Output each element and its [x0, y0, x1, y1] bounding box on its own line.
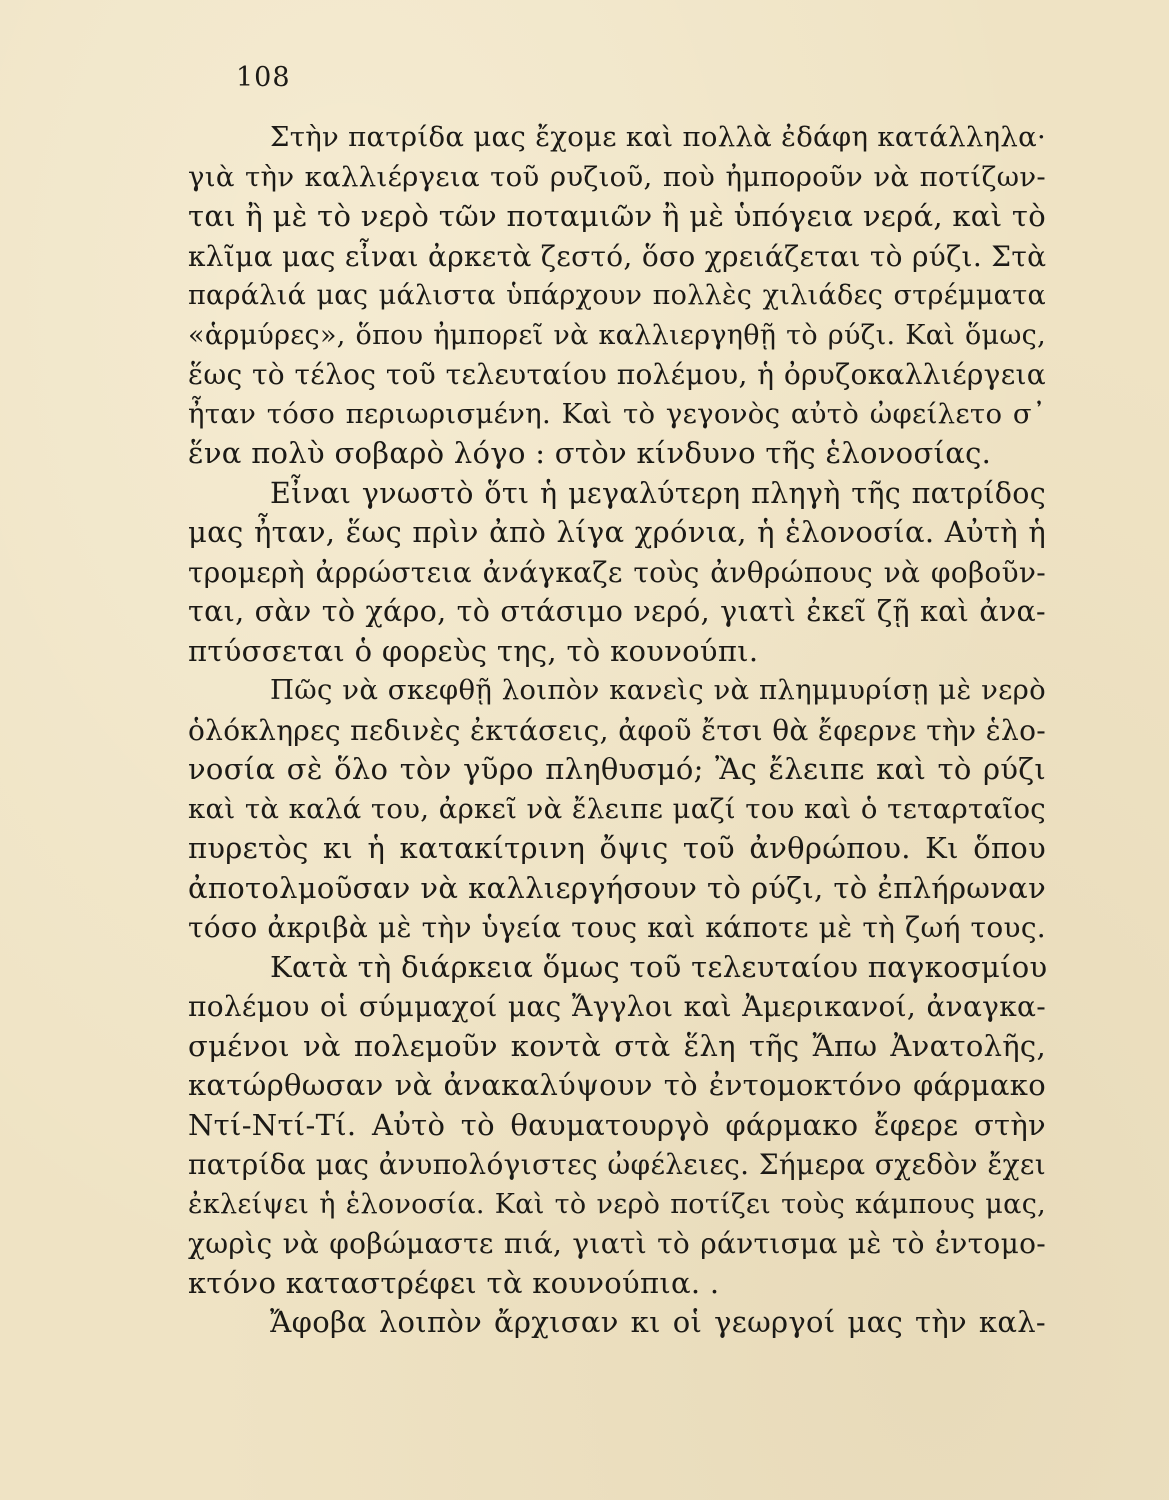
text-line: ται, σὰν τὸ χάρο, τὸ στάσιμο νερό, γιατὶ ἐκεῖ ζῇ καὶ ἀνα-: [188, 595, 1046, 628]
text-line: ὁλόκληρες πεδινὲς ἐκτάσεις, ἀφοῦ ἔτσι θὰ ἔφερνε τὴν ἑλο-: [188, 713, 1046, 747]
text-line: τρομερὴ ἀρρώστεια ἀνάγκαζε τοὺς ἀνθρώπους νὰ φοβοῦν-: [188, 555, 1046, 589]
text-line: ἕνα πολὺ σοβαρὸ λόγο : στὸν κίνδυνο τῆς ἑλονοσίας.: [188, 436, 992, 470]
text-line: πυρετὸς κι ἡ κατακίτρινη ὄψις τοῦ ἀνθρώπου. Κι ὅπου: [188, 831, 1046, 865]
text-line: μας ἦταν, ἕως πρὶν ἀπὸ λίγα χρόνια, ἡ ἑλονοσία. Αὐτὴ ἡ: [188, 515, 1046, 549]
text-line: Πῶς νὰ σκεφθῇ λοιπὸν κανεὶς νὰ πλημμυρίσῃ μὲ νερὸ: [270, 674, 1046, 706]
text-line: κατώρθωσαν νὰ ἀνακαλύψουν τὸ ἐντομοκτόνο φάρμακο: [188, 1068, 1046, 1102]
text-line: ἕως τὸ τέλος τοῦ τελευταίου πολέμου, ἡ ὀρυζοκαλλιέργεια: [188, 358, 1046, 391]
text-line: Ἄφοβα λοιπὸν ἄρχισαν κι οἱ γεωργοί μας τὴν καλ-: [270, 1305, 1046, 1339]
text-line: γιὰ τὴν καλλιέργεια τοῦ ρυζιοῦ, ποὺ ἠμποροῦν νὰ ποτίζων-: [188, 160, 1046, 193]
text-line: Στὴν πατρίδα μας ἔχομε καὶ πολλὰ ἐδάφη κατάλληλα·: [270, 121, 1046, 153]
text-line: Ντί-Ντί-Τί. Αὐτὸ τὸ θαυματουργὸ φάρμακο ἔφερε στὴν: [188, 1107, 1046, 1142]
text-line: πολέμου οἱ σύμμαχοί μας Ἄγγλοι καὶ Ἀμερικανοί, ἀναγκα-: [188, 990, 1046, 1023]
text-line: Κατὰ τὴ διάρκεια ὅμως τοῦ τελευταίου παγκοσμίου: [270, 949, 1048, 984]
text-line: νοσία σὲ ὅλο τὸν γῦρο πληθυσμό; Ἂς ἔλειπε καὶ τὸ ρύζι: [188, 752, 1046, 786]
text-line: ται ἢ μὲ τὸ νερὸ τῶν ποταμιῶν ἢ μὲ ὑπόγεια νερά, καὶ τὸ: [188, 199, 1046, 233]
text-line: ἦταν τόσο περιωρισμένη. Καὶ τὸ γεγονὸς αὐτὸ ὠφείλετο σ᾿: [188, 397, 1046, 430]
text-line: τόσο ἀκριβὰ μὲ τὴν ὑγεία τους καὶ κάποτε μὲ τὴ ζωή τους.: [188, 911, 1046, 944]
text-line: παράλιά μας μάλιστα ὑπάρχουν πολλὲς χιλιάδες στρέμματα: [188, 280, 1046, 311]
page-number: 108: [236, 62, 291, 93]
text-line: πτύσσεται ὁ φορεὺς της, τὸ κουνούπι.: [188, 633, 759, 668]
text-line: κτόνο καταστρέφει τὰ κουνούπια. .: [188, 1265, 720, 1300]
text-line: κλῖμα μας εἶναι ἀρκετὰ ζεστό, ὅσο χρειάζεται τὸ ρύζι. Στὰ: [188, 239, 1047, 273]
text-line: σμένοι νὰ πολεμοῦν κοντὰ στὰ ἕλη τῆς Ἄπω Ἀνατολῆς,: [188, 1028, 1046, 1063]
text-line: ἐκλείψει ἡ ἑλονοσία. Καὶ τὸ νερὸ ποτίζει τοὺς κάμπους μας,: [188, 1188, 1046, 1220]
text-line: καὶ τὰ καλά του, ἀρκεῖ νὰ ἔλειπε μαζί του καὶ ὁ τεταρταῖος: [188, 792, 1046, 825]
text-line: ἀποτολμοῦσαν νὰ καλλιεργήσουν τὸ ρύζι, τὸ ἐπλήρωναν: [188, 870, 1046, 905]
text-line: Εἶναι γνωστὸ ὅτι ἡ μεγαλύτερη πληγὴ τῆς πατρίδος: [270, 476, 1046, 510]
body-text: [188, 118, 1046, 1343]
text-line: χωρὶς νὰ φοβώμαστε πιά, γιατὶ τὸ ράντισμα μὲ τὸ ἐντομο-: [188, 1227, 1046, 1260]
text-line: «ἁρμύρες», ὅπου ἠμπορεῖ νὰ καλλιεργηθῇ τὸ ρύζι. Καὶ ὅμως,: [188, 319, 1046, 351]
text-line: πατρίδα μας ἀνυπολόγιστες ὠφέλειες. Σήμερα σχεδὸν ἔχει: [188, 1148, 1046, 1181]
